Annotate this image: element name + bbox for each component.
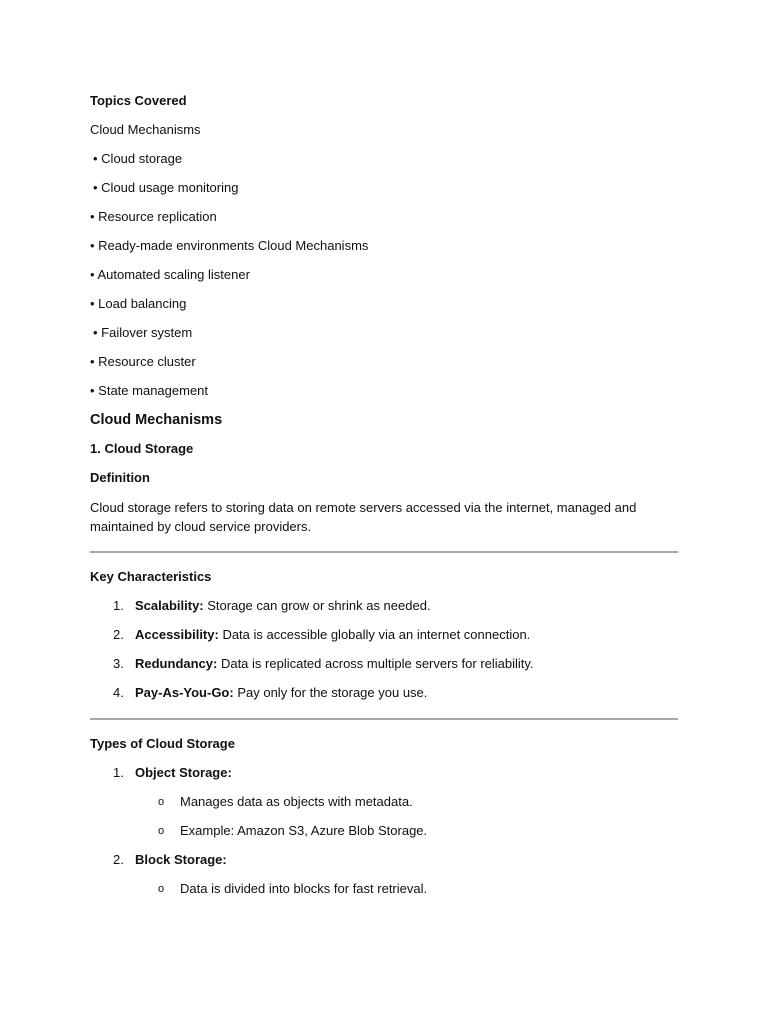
topic-item: • Resource cluster: [90, 354, 196, 369]
type-term: Object Storage:: [135, 765, 232, 780]
topic-item: • Automated scaling listener: [90, 267, 250, 282]
list-number: 1.: [113, 765, 124, 780]
key-item: [90, 626, 680, 644]
topics-heading: Topics Covered: [90, 93, 187, 108]
key-term: Accessibility:: [135, 627, 219, 642]
hollow-bullet-icon: o: [158, 883, 165, 895]
key-term: Redundancy:: [135, 656, 218, 671]
hollow-bullet-icon: o: [158, 825, 165, 837]
horizontal-rule: [90, 551, 678, 553]
section-title: Cloud Mechanisms: [90, 412, 223, 428]
list-number: 1.: [113, 598, 124, 613]
topic-item: • Failover system: [93, 325, 193, 340]
list-number: 2.: [113, 627, 124, 642]
definition-text: Cloud storage refers to storing data on remote servers accessed via the internet, managed and maintained by cloud service providers.: [90, 500, 637, 534]
definition-heading: Definition: [90, 470, 150, 485]
sub-item-text: Manages data as objects with metadata.: [180, 794, 413, 809]
key-term: Scalability:: [135, 598, 204, 613]
subsection-title: 1. Cloud Storage: [90, 441, 194, 456]
key-item: [90, 684, 680, 702]
list-number: 2.: [113, 852, 124, 867]
key-item: [90, 597, 680, 615]
list-number: 4.: [113, 685, 124, 700]
type-item: [90, 764, 680, 782]
key-term: Pay-As-You-Go:: [135, 685, 234, 700]
topic-item: • Resource replication: [90, 209, 217, 224]
types-heading: Types of Cloud Storage: [90, 736, 235, 751]
hollow-bullet-icon: o: [158, 796, 165, 808]
key-text: Pay only for the storage you use.: [233, 685, 428, 700]
topics-intro: Cloud Mechanisms: [90, 122, 201, 137]
topic-item: • State management: [90, 383, 209, 398]
topic-item: • Cloud storage: [93, 151, 183, 166]
list-number: 3.: [113, 656, 124, 671]
topic-item: • Load balancing: [90, 296, 187, 311]
key-characteristics-heading: Key Characteristics: [90, 569, 212, 584]
document-content: [90, 92, 680, 909]
topic-item: • Cloud usage monitoring: [93, 180, 239, 195]
sub-list-item: [90, 880, 680, 898]
sub-list-item: [90, 822, 680, 840]
key-text: Storage can grow or shrink as needed.: [203, 598, 431, 613]
key-text: Data is replicated across multiple servers for reliability.: [217, 656, 534, 671]
type-term: Block Storage:: [135, 852, 227, 867]
key-item: [90, 655, 680, 673]
sub-item-text: Example: Amazon S3, Azure Blob Storage.: [180, 823, 428, 838]
type-item: [90, 851, 680, 869]
sub-item-text: Data is divided into blocks for fast retrieval.: [180, 881, 428, 896]
sub-list-item: [90, 793, 680, 811]
topic-item: • Ready-made environments Cloud Mechanisms: [90, 238, 369, 253]
horizontal-rule: [90, 718, 678, 720]
key-text: Data is accessible globally via an internet connection.: [218, 627, 531, 642]
